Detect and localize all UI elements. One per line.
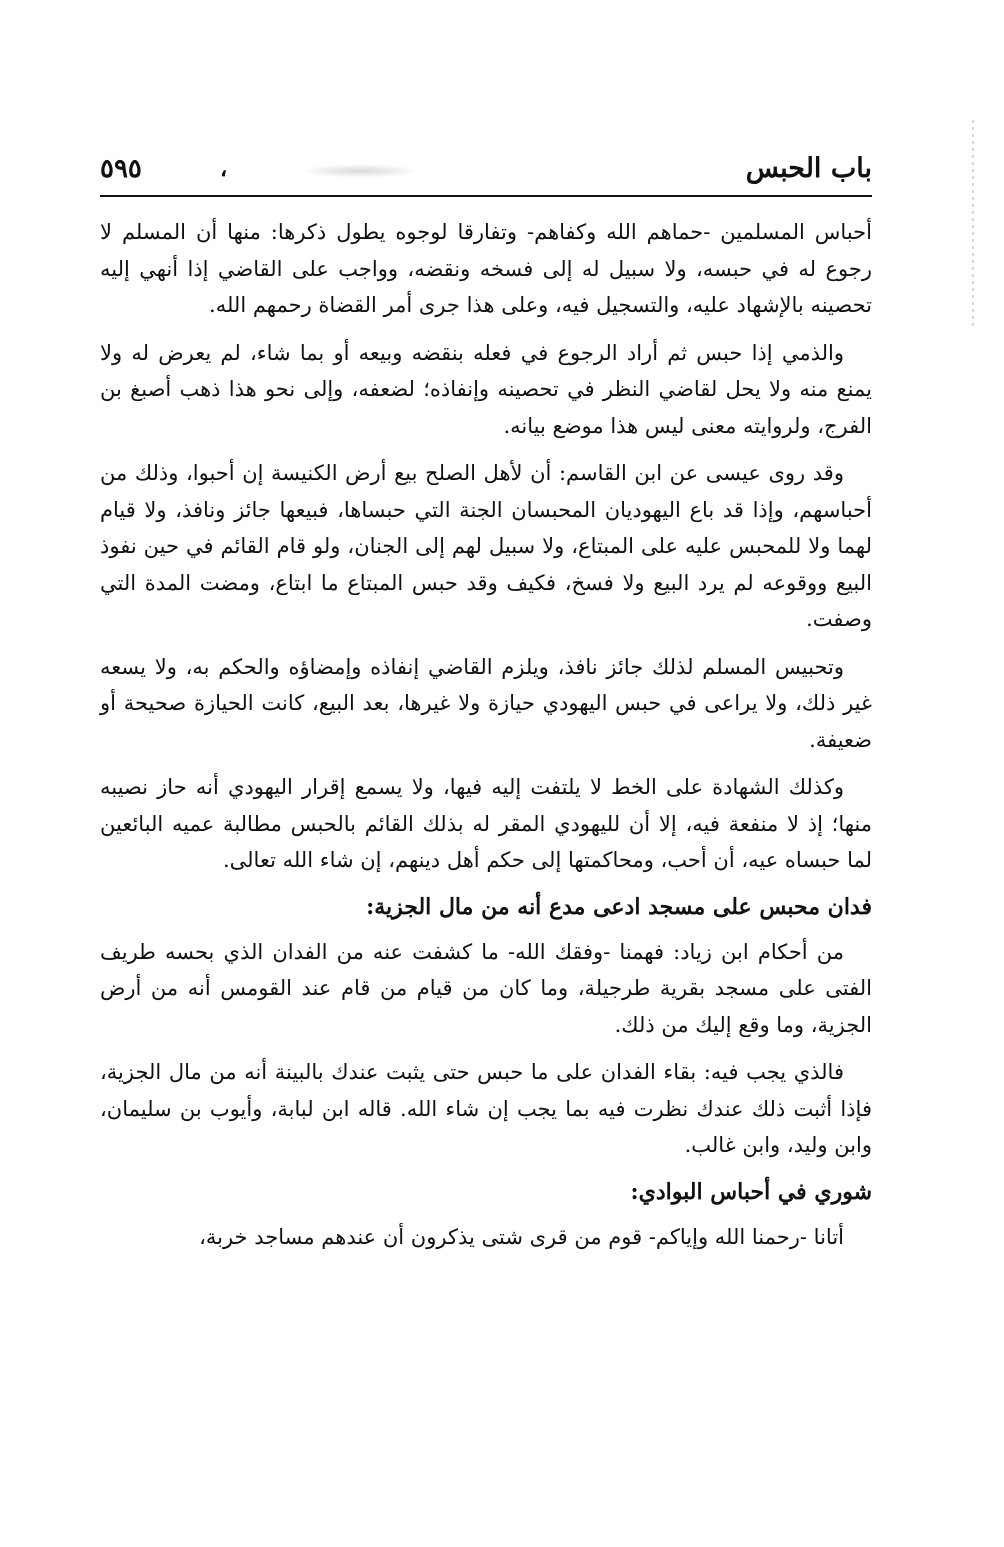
- paragraph: فالذي يجب فيه: بقاء الفدان على ما حبس حتى يثبت عندك بالبينة أنه من مال الجزية، فإذا أثبت ذلك عندك نظرت فيه بما يجب إن شاء الله. قاله ابن لبابة، وأيوب بن سليمان، وابن وليد، وابن غالب.: [100, 1060, 872, 1157]
- paragraph: وقد روى عيسى عن ابن القاسم: أن لأهل الصلح بيع أرض الكنيسة إن أحبوا، وذلك من أحباسهم، وإذا قد باع اليهوديان المحبسان الجنة التي حبساها، فبيعها جائز ونافذ، ولا قيام لهما ولا للمحبس عليه على المبتاع، ولا سبيل لهم إلى الجنان، ولو قام القائم في حين نفوذ البيع ووقوعه لم يرد البيع ولا فسخ، فكيف وقد حبس المبتاع ما ابتاع، ومضت المدة التي وصفت.: [100, 461, 872, 631]
- paragraph: أتانا -رحمنا الله وإياكم- قوم من قرى شتى يذكرون أن عندهم مساجد خربة،: [199, 1224, 844, 1249]
- page-number: ٥٩٥: [100, 154, 142, 184]
- page-body: [100, 214, 872, 1266]
- paragraph: والذمي إذا حبس ثم أراد الرجوع في فعله بنقضه وبيعه أو بما شاء، لم يعرض له ولا يمنع منه ولا يحل لقاضي النظر في تحصينه وإنفاذه؛ لضعفه، وإلى نحو هذا ذهب أصبغ بن الفرج، ولروايته معنى ليس هذا موضع بيانه.: [100, 340, 872, 438]
- scan-edge-artifact: [972, 120, 974, 330]
- paragraph-continuation: أحباس المسلمين -حماهم الله وكفاهم- وتفارقا لوجوه يطول ذكرها: منها أن المسلم لا رجوع له في حبسه، ولا سبيل له إلى فسخه ونقضه، وواجب على القاضي إذا أنهي إليه تحصينه بالإشهاد عليه، والتسجيل فيه، وعلى هذا جرى أمر القضاة رحمهم الله.: [100, 220, 872, 317]
- paragraph: وكذلك الشهادة على الخط لا يلتفت إليه فيها، ولا يسمع إقرار اليهودي أنه حاز نصيبه منها؛ إذ لا منفعة فيه، إلا أن لليهودي المقر له بذلك القائم بالحبس مطالبة عميه البائعين لما حبساه عيه، أن أحب، ومحاكمتها إلى حكم أهل دينهم، إن شاء الله تعالى.: [100, 775, 872, 872]
- scan-smudge: [300, 164, 420, 178]
- chapter-title: باب الحبس: [745, 153, 872, 184]
- page-header: [100, 150, 872, 192]
- section-heading: فدان محبس على مسجد ادعى مدع أنه من مال الجزية:: [366, 893, 872, 920]
- paragraph: وتحبيس المسلم لذلك جائز نافذ، ويلزم القاضي إنفاذه وإمضاؤه والحكم به، ولا يسعه غير ذلك، ولا يراعى في حبس اليهودي حيازة ولا غيرها، بعد البيع، كانت الحيازة صحيحة أو ضعيفة.: [100, 654, 872, 752]
- header-mark: ،: [220, 156, 228, 182]
- header-rule: [100, 195, 872, 197]
- section-heading: شوري في أحباس البوادي:: [630, 1178, 872, 1205]
- paragraph: من أحكام ابن زياد: فهمنا -وفقك الله- ما كشفت عنه من الفدان الذي بحسه طريف الفتى على مسجد بقرية طرجيلة، وما كان من قيام من قام عند القومس أنه من أرض الجزية، وما وقع إليك من ذلك.: [100, 939, 872, 1037]
